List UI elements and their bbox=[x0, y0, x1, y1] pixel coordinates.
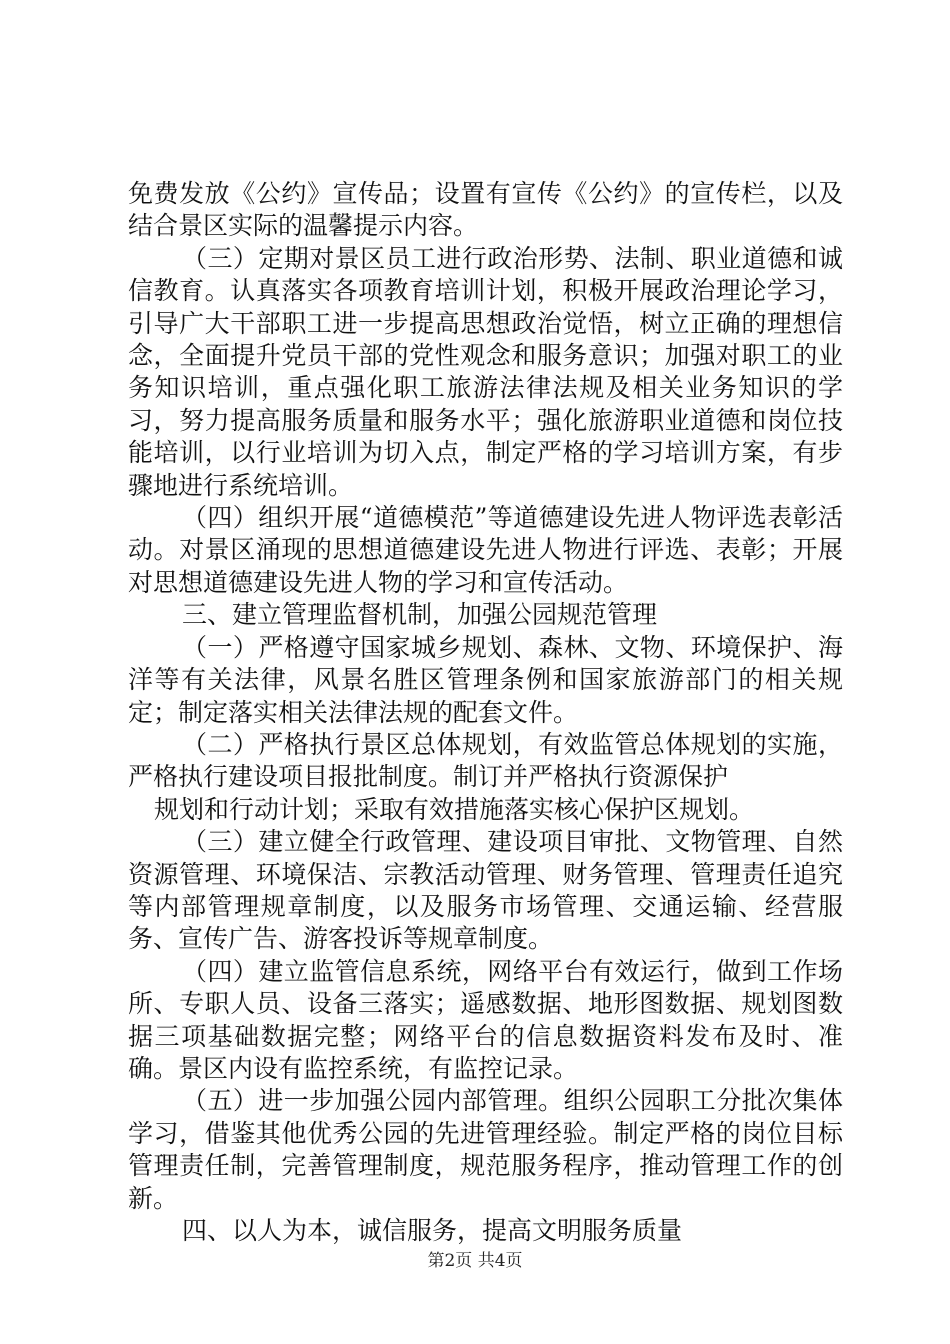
paragraph: （一）严格遵守国家城乡规划、森林、文物、环境保护、海洋等有关法律，风景名胜区管理条例和国家旅游部门的相关规定；制定落实相关法律法规的配套文件。 bbox=[128, 632, 843, 727]
section-heading: 三、建立管理监督机制，加强公园规范管理 bbox=[182, 600, 658, 630]
paragraph: （三）定期对景区员工进行政治形势、法制、职业道德和诚信教育。认真落实各项教育培训计划，积极开展政治理论学习，引导广大干部职工进一步提高思想政治觉悟，树立正确的理想信念，全面提升党员干部的党性观念和服务意识；加强对职工的业务知识培训，重点强化职工旅游法律法规及相关业务知识的学习，努力提高服务质量和服务水平；强化旅游职业道德和岗位技能培训，以行业培训为切入点，制定严格的学习培训方案，有步骤地进行系统培训。 bbox=[128, 243, 843, 500]
paragraph: （三）建立健全行政管理、建设项目审批、文物管理、自然资源管理、环境保洁、宗教活动管理、财务管理、管理责任追究等内部管理规章制度，以及服务市场管理、交通运输、经营服务、宣传广告、游客投诉等规章制度。 bbox=[128, 827, 843, 954]
paragraph: （五）进一步加强公园内部管理。组织公园职工分批次集体学习，借鉴其他优秀公园的先进管理经验。制定严格的岗位目标管理责任制，完善管理制度，规范服务程序，推动管理工作的创新。 bbox=[128, 1086, 843, 1213]
paragraph: （二）严格执行景区总体规划，有效监管总体规划的实施，严格执行建设项目报批制度。制订并严格执行资源保护 bbox=[128, 729, 843, 792]
document-body bbox=[128, 178, 843, 1247]
paragraph: 免费发放《公约》宣传品；设置有宣传《公约》的宣传栏，以及结合景区实际的温馨提示内容。 bbox=[128, 179, 843, 241]
section-heading: 四、以人为本，诚信服务，提高文明服务质量 bbox=[182, 1216, 683, 1245]
paragraph: （四）建立监管信息系统，网络平台有效运行，做到工作场所、专职人员、设备三落实；遥感数据、地形图数据、规划图数据三项基础数据完整；网络平台的信息数据资料发布及时、准确。景区内设有监控系统，有监控记录。 bbox=[128, 956, 843, 1083]
paragraph-continuation: 规划和行动计划；采取有效措施落实核心保护区规划。 bbox=[154, 794, 755, 824]
page-footer: 第2页 共4页 bbox=[427, 1251, 523, 1271]
paragraph: （四）组织开展“道德模范”等道德建设先进人物评选表彰活动。对景区涌现的思想道德建设先进人物进行评选、表彰；开展对思想道德建设先进人物的学习和宣传活动。 bbox=[128, 503, 843, 597]
